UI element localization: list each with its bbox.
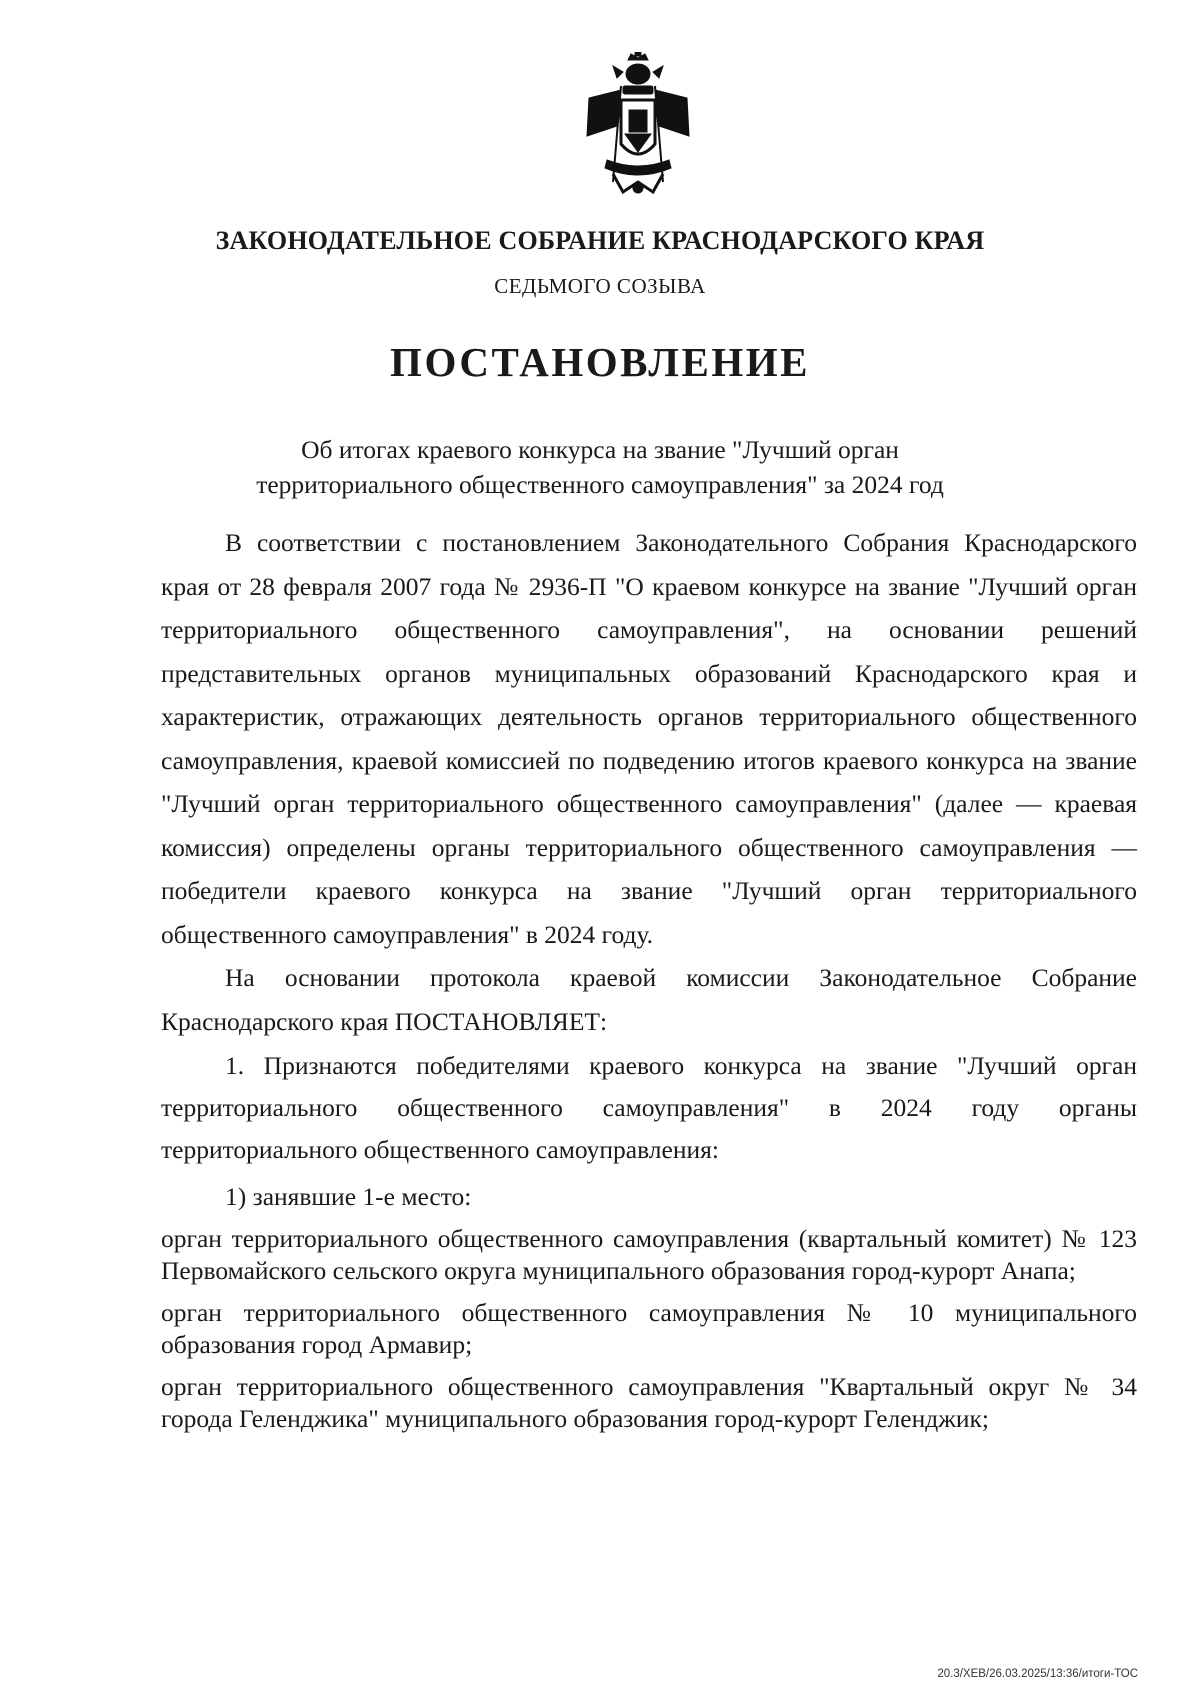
winner-list-item: орган территориального общественного самоуправления (квартальный комитет) № 123 Первомайского сельского округа муниципального образования город-курорт Анапа; — [161, 1224, 1137, 1285]
title-line: территориального общественного самоуправления" за 2024 год — [256, 470, 944, 499]
winner-list-item: орган территориального общественного самоуправления № 10 муниципального образования город Армавир; — [161, 1298, 1137, 1359]
clause-1-paragraph: 1. Признаются победителями краевого конкурса на звание "Лучший орган территориального общественного самоуправления" в 2024 году органы территориального общественного самоуправления: — [161, 1051, 1137, 1164]
document-reference-code: 20.3/ХЕВ/26.03.2025/13:36/итоги-ТОС — [937, 1668, 1138, 1680]
document-body — [161, 521, 1137, 1435]
title-line: Об итогах краевого конкурса на звание "Лучший орган — [301, 435, 899, 464]
winner-list-item: орган территориального общественного самоуправления "Квартальный округ № 34 города Геленджика" муниципального образования город-курорт Геленджик; — [161, 1372, 1137, 1433]
coat-of-arms-icon — [583, 52, 693, 200]
document-type: ПОСТАНОВЛЕНИЕ — [390, 339, 810, 385]
document-title — [0, 432, 1200, 502]
preamble-paragraph: В соответствии с постановлением Законодательного Собрания Краснодарского края от 28 февраля 2007 года № 2936-П "О краевом конкурсе на звание "Лучший орган территориального общественного самоуправления", на основании решений представительных органов муниципальных образований Краснодарского края и характеристик, отражающих деятельность органов территориального общественного самоуправления, краевой комиссией по подведению итогов краевого конкурса на звание "Лучший орган территориального общественного самоуправления" (далее — краевая комиссия) определены органы территориального общественного самоуправления — победители краевого конкурса на звание "Лучший орган территориального общественного самоуправления" в 2024 году. — [161, 528, 1137, 949]
organization-name: ЗАКОНОДАТЕЛЬНОЕ СОБРАНИЕ КРАСНОДАРСКОГО КРАЯ — [215, 226, 985, 255]
convocation-line: СЕДЬМОГО СОЗЫВА — [494, 274, 706, 298]
resolution-paragraph: На основании протокола краевой комиссии Законодательное Собрание Краснодарского края ПОСТАНОВЛЯЕТ: — [161, 963, 1137, 1036]
subclause-1-heading: 1) занявшие 1-е место: — [225, 1182, 472, 1211]
